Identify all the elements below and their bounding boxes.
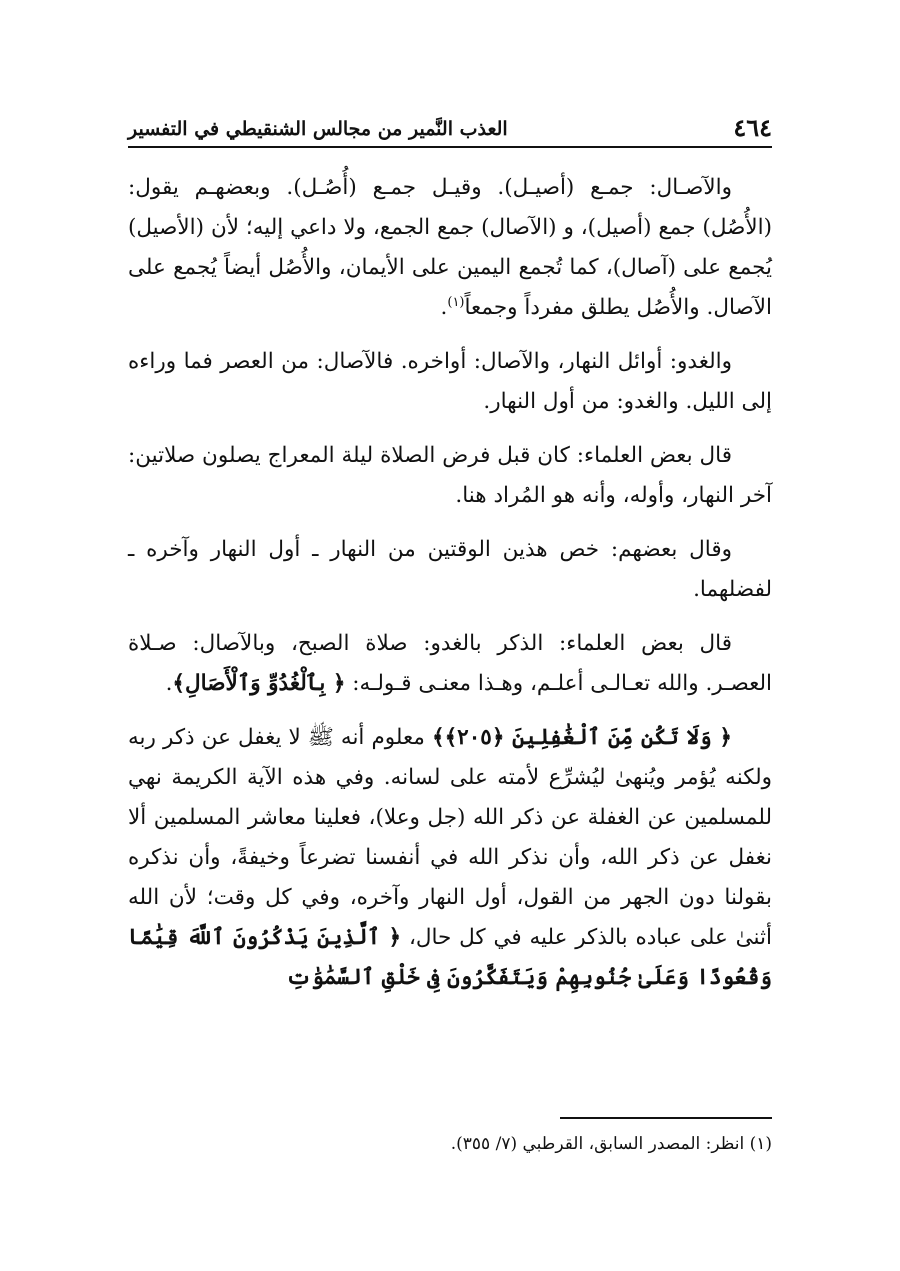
quran-verse: ﴿ ٱلَّذِينَ يَذْكُرُونَ ٱللَّهَ قِيَٰمًا وَقُعُودًا وَعَلَىٰ جُنُوبِهِمْ وَيَتَفَكَّرُونَ فِى خَلْقِ ٱلسَّمَٰوَٰتِ [128,925,772,990]
body-text [128,168,772,1012]
paragraph-asal: والآصـال: جمـع (أصيـل). وقيـل جمـع (أُصُـل). وبعضهـم يقول: (الأُصُل) جمع (أصيل)، و (الآصال) جمع الجمع، ولا داعي إليه؛ لأن (الأصيل) يُجمع على (آصال)، كما تُجمع اليمين على الأيمان، والأُصُل أيضاً يُجمع على الآصال. والأُصُل يطلق مفرداً وجمعاً$^{(١)}$. [128,175,772,320]
paragraph-ghafilin: ﴿ وَلَا تَكُن مِّنَ ٱلْغَٰفِلِينَ ﴿٢٠٥﴾﴾ معلوم أنه ﷺ لا يغفل عن ذكر ربه ولكنه يُؤمر ويُنهىٰ ليُشرِّع لأمته على لسانه. وفي هذه الآية الكريمة نهي للمسلمين عن الغفلة عن ذكر الله (جل وعلا)، فعلينا معاشر المسلمين ألا نغفل عن ذكر الله، وأن نذكر الله في أنفسنا تضرعاً وخيفةً، وأن نذكره بقولنا دون الجهر من القول، أول النهار وآخره، وفي كل وقت؛ لأن الله أثنىٰ على عباده بالذكر عليه في كل حال، ﴿ ٱلَّذِينَ يَذْكُرُونَ ٱللَّهَ قِيَٰمًا وَقُعُودًا وَعَلَىٰ جُنُوبِهِمْ وَيَتَفَكَّرُونَ فِى خَلْقِ ٱلسَّمَٰوَٰتِ [128,725,772,990]
footnote-reference: (١) [447,294,465,310]
footnote: (١) انظر: المصدر السابق، القرطبي (٧/ ٣٥٥). [450,1134,772,1154]
footnote-divider [560,1117,772,1119]
paragraph-dhikr: قال بعض العلماء: الذكر بالغدو: صلاة الصبح، وبالآصال: صـلاة العصـر. والله تعـالـى أعلـم، وهـذا معنـى قـولـه: ﴿ بِٱلْغُدُوِّ وَٱلْأَصَالِ﴾. [128,631,772,696]
page-header [128,112,772,148]
running-title: العذب النَّمير من مجالس الشنقيطي في التفسير [128,118,508,140]
quran-verse: ﴿ وَلَا تَكُن مِّنَ ٱلْغَٰفِلِينَ ﴿٢٠٥﴾﴾ [431,725,732,750]
paragraph-fadl: وقال بعضهم: خص هذين الوقتين من النهار ـ أول النهار وآخره ـ لفضلهما. [128,537,772,602]
paragraph-ghudu: والغدو: أوائل النهار، والآصال: أواخره. فالآصال: من العصر فما وراءه إلى الليل. والغدو: من أول النهار. [128,349,772,414]
page-number: ٤٦٤ [733,113,772,142]
paragraph-miraj: قال بعض العلماء: كان قبل فرض الصلاة ليلة المعراج يصلون صلاتين: آخر النهار، وأوله، وأنه هو المُراد هنا. [128,443,772,508]
quran-verse: ﴿ بِٱلْغُدُوِّ وَٱلْأَصَالِ﴾ [172,671,346,696]
